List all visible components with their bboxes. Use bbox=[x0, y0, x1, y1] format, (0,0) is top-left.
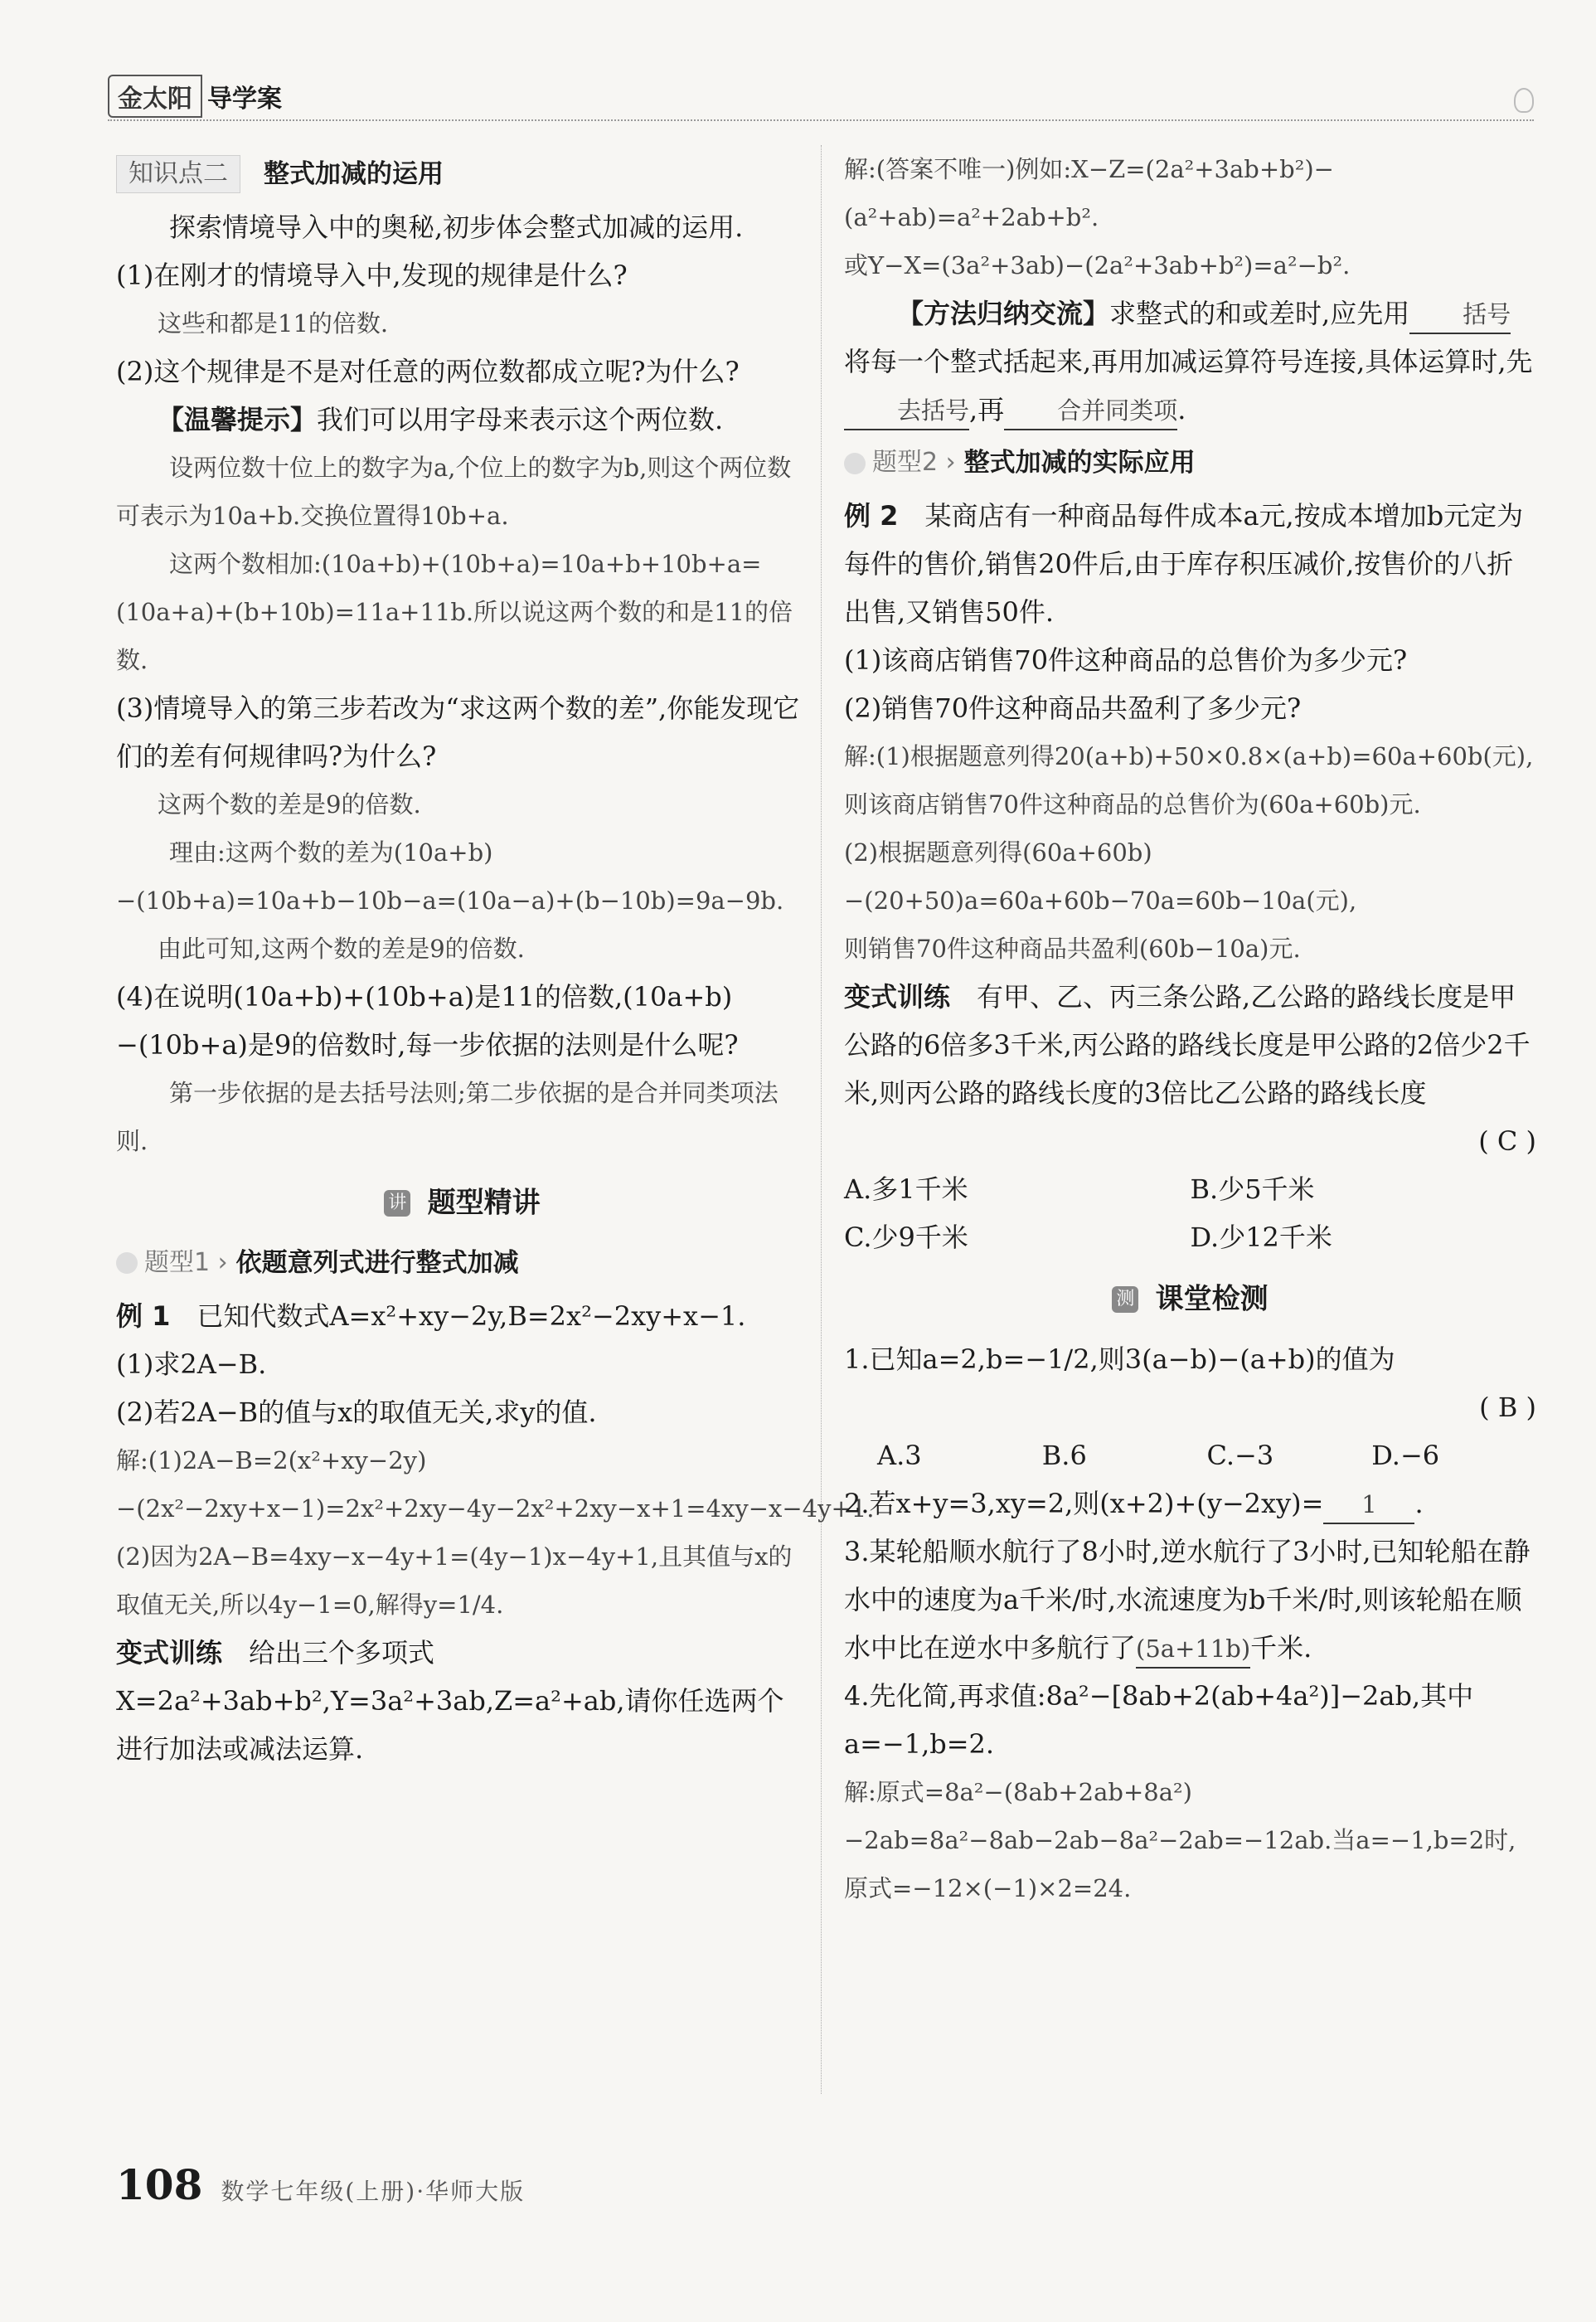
choice-c: C.−3 bbox=[1206, 1439, 1274, 1471]
answer-3-part-1: 这两个数的差是9的倍数. bbox=[158, 790, 421, 819]
type-2-label: 题型2 › bbox=[844, 439, 956, 487]
book-icon: 讲 bbox=[384, 1190, 410, 1217]
test-3-blank: (5a+11b) bbox=[1136, 1630, 1250, 1669]
choice-c: C.少9千米 bbox=[844, 1222, 968, 1253]
page-header bbox=[108, 73, 1534, 123]
brand-logo bbox=[108, 73, 282, 119]
test-1-answer: ( B ) bbox=[1479, 1391, 1536, 1423]
example-2 bbox=[844, 492, 1536, 636]
column-divider bbox=[821, 145, 822, 2094]
example-2-label: 例 2 bbox=[844, 500, 899, 532]
variant-2-label: 变式训练 bbox=[844, 981, 951, 1013]
type-1-dot-icon bbox=[116, 1252, 138, 1274]
example-2-answer-1b: 则该商店销售70件这种商品的总售价为(60a+60b)元. bbox=[844, 790, 1421, 819]
intro-text: 探索情境导入中的奥秘,初步体会整式加减的运用. bbox=[169, 211, 744, 243]
answer-3-part-3: 由此可知,这两个数的差是9的倍数. bbox=[158, 935, 525, 963]
check-icon: 测 bbox=[1112, 1286, 1138, 1313]
brand-title: 导学案 bbox=[207, 85, 282, 114]
choice-d: D.−6 bbox=[1371, 1439, 1440, 1471]
example-1 bbox=[116, 1292, 808, 1340]
example-1-answer-1: 解:(1)2A−B=2(x²+xy−2y)−(2x²−2xy+x−1)=2x²+2xy−4y−2x²+2xy−x+1=4xy−x−4y+1. bbox=[116, 1445, 875, 1523]
method-label: 【方法归纳交流】 bbox=[897, 298, 1110, 329]
example-2-answer-2: (2)根据题意列得(60a+60b)−(20+50)a=60a+60b−70a=60b−10a(元), bbox=[844, 838, 1357, 915]
method-blank-3: 合并同类项 bbox=[1004, 392, 1177, 430]
question-1: (1)在刚才的情境导入中,发现的规律是什么? bbox=[116, 260, 628, 291]
heading-jiance bbox=[844, 1273, 1536, 1324]
variant-1-text: 给出三个多项式X=2a²+3ab+b²,Y=3a²+3ab,Z=a²+ab,请你任选两个进行加法或减法运算. bbox=[116, 1636, 784, 1765]
section-tag: 知识点二 bbox=[116, 155, 240, 193]
example-2-text: 某商店有一种商品每件成本a元,按成本增加b元定为每件的售价,销售20件后,由于库存积压减价,按售价的八折出售,又销售50件. bbox=[844, 500, 1524, 628]
test-2-blank: 1 bbox=[1323, 1486, 1414, 1524]
type-2-title: 整式加减的实际应用 bbox=[963, 448, 1196, 478]
example-2-q1: (1)该商店销售70件这种商品的总售价为多少元? bbox=[844, 644, 1408, 676]
book-title: 数学七年级(上册)·华师大版 bbox=[221, 2178, 526, 2205]
test-1: 1.已知a=2,b=−1/2,则3(a−b)−(a+b)的值为 bbox=[844, 1343, 1395, 1375]
variant-2-choices bbox=[844, 1165, 1536, 1261]
type-2-header bbox=[844, 439, 1536, 487]
example-1-text: 已知代数式A=x²+xy−2y,B=2x²−2xy+x−1. bbox=[196, 1299, 746, 1332]
type-2-dot-icon bbox=[844, 453, 866, 474]
heading-jiance-text: 课堂检测 bbox=[1155, 1282, 1269, 1316]
section-title: 整式加减的运用 bbox=[264, 159, 444, 189]
type-1-title: 依题意列式进行整式加减 bbox=[235, 1247, 519, 1278]
variant-2-text: 有甲、乙、丙三条公路,乙公路的路线长度是甲公路的6倍多3千米,丙公路的路线长度是甲公路的2倍少2千米,则丙公路的路线长度的3倍比乙公路的路线长度 bbox=[844, 981, 1531, 1109]
method-blank-1: 括号 bbox=[1409, 296, 1511, 334]
page-footer bbox=[116, 2160, 525, 2209]
choice-d: D.少12千米 bbox=[1190, 1222, 1332, 1253]
test-2: 2.若x+y=3,xy=2,则(x+2)+(y−2xy)= 1 . bbox=[844, 1479, 1536, 1528]
lightbulb-icon bbox=[1514, 88, 1534, 113]
page-number: 108 bbox=[116, 2160, 203, 2209]
method-blank-2: 去括号 bbox=[844, 392, 969, 430]
brand-name: 金太阳 bbox=[108, 75, 202, 118]
test-4-answer: 解:原式=8a²−(8ab+2ab+8a²)−2ab=8a²−8ab−2ab−8a²−2ab=−12ab.当a=−1,b=2时,原式=−12×(−1)×2=24. bbox=[844, 1777, 1516, 1902]
example-2-q2: (2)销售70件这种商品共盈利了多少元? bbox=[844, 692, 1302, 724]
choice-a: A.3 bbox=[877, 1439, 922, 1471]
answer-4: 第一步依据的是去括号法则;第二步依据的是合并同类项法则. bbox=[116, 1079, 779, 1155]
example-2-answer-2b: 则销售70件这种商品共盈利(60b−10a)元. bbox=[844, 935, 1301, 963]
header-divider bbox=[108, 119, 1534, 121]
test-3: 3.某轮船顺水航行了8小时,逆水航行了3小时,已知轮船在静水中的速度为a千米/时,水流速度为b千米/时,则该轮船在顺水中比在逆水中多航行了(5a+11b)千米. bbox=[844, 1528, 1536, 1672]
example-1-answer-2: (2)因为2A−B=4xy−x−4y+1=(4y−1)x−4y+1,且其值与x的取值无关,所以4y−1=0,解得y=1/4. bbox=[116, 1542, 793, 1619]
answer-2-part-1: 设两位数十位上的数字为a,个位上的数字为b,则这个两位数可表示为10a+b.交换位置得10b+a. bbox=[116, 454, 792, 530]
question-3: (3)情境导入的第三步若改为“求这两个数的差”,你能发现它们的差有何规律吗?为什么? bbox=[116, 692, 800, 772]
example-1-q2: (2)若2A−B的值与x的取值无关,求y的值. bbox=[116, 1396, 597, 1428]
answer-2-part-2: 这两个数相加:(10a+b)+(10b+a)=10a+b+10b+a=(10a+a)+(b+10b)=11a+11b.所以说这两个数的和是11的倍数. bbox=[116, 550, 793, 674]
question-2: (2)这个规律是不是对任意的两位数都成立呢?为什么? bbox=[116, 356, 740, 387]
variant-1-answer-2: 或Y−X=(3a²+3ab)−(2a²+3ab+b²)=a²−b². bbox=[844, 251, 1351, 279]
question-4: (4)在说明(10a+b)+(10b+a)是11的倍数,(10a+b)−(10b+a)是9的倍数时,每一步依据的法则是什么呢? bbox=[116, 981, 739, 1061]
right-column bbox=[844, 145, 1536, 1912]
type-1-header bbox=[116, 1239, 808, 1287]
heading-jingjiang bbox=[116, 1177, 808, 1227]
choice-b: B.6 bbox=[1041, 1439, 1087, 1471]
variant-1 bbox=[116, 1629, 808, 1773]
tip-text: 我们可以用字母来表示这个两位数. bbox=[317, 404, 724, 435]
test-4: 4.先化简,再求值:8a²−[8ab+2(ab+4a²)]−2ab,其中a=−1,b=2. bbox=[844, 1679, 1474, 1760]
heading-jingjiang-text: 题型精讲 bbox=[427, 1186, 541, 1220]
variant-2 bbox=[844, 973, 1536, 1117]
method-summary: 【方法归纳交流】求整式的和或差时,应先用 括号将每一个整式括起来,再用加减运算符号连接,具体运算时,先去括号,再 合并同类项. bbox=[844, 289, 1536, 434]
example-2-answer-1: 解:(1)根据题意列得20(a+b)+50×0.8×(a+b)=60a+60b(元), bbox=[844, 742, 1534, 770]
answer-3-part-2: 理由:这两个数的差为(10a+b)−(10b+a)=10a+b−10b−a=(10a−a)+(b−10b)=9a−9b. bbox=[116, 838, 784, 915]
answer-1: 这些和都是11的倍数. bbox=[158, 309, 389, 338]
choice-b: B.少5千米 bbox=[1190, 1173, 1315, 1205]
example-1-label: 例 1 bbox=[116, 1299, 171, 1332]
choice-a: A.多1千米 bbox=[844, 1173, 968, 1205]
example-1-q1: (1)求2A−B. bbox=[116, 1348, 267, 1380]
variant-1-answer-1: 解:(答案不唯一)例如:X−Z=(2a²+3ab+b²)−(a²+ab)=a²+2ab+b². bbox=[844, 155, 1334, 231]
test-1-choices bbox=[844, 1431, 1536, 1479]
knowledge-point-header bbox=[116, 150, 808, 198]
tip-label: 【温馨提示】 bbox=[158, 404, 318, 435]
tip bbox=[116, 396, 808, 444]
variant-2-answer: ( C ) bbox=[1478, 1125, 1536, 1157]
variant-1-label: 变式训练 bbox=[116, 1636, 223, 1669]
type-1-label: 题型1 › bbox=[116, 1239, 228, 1287]
